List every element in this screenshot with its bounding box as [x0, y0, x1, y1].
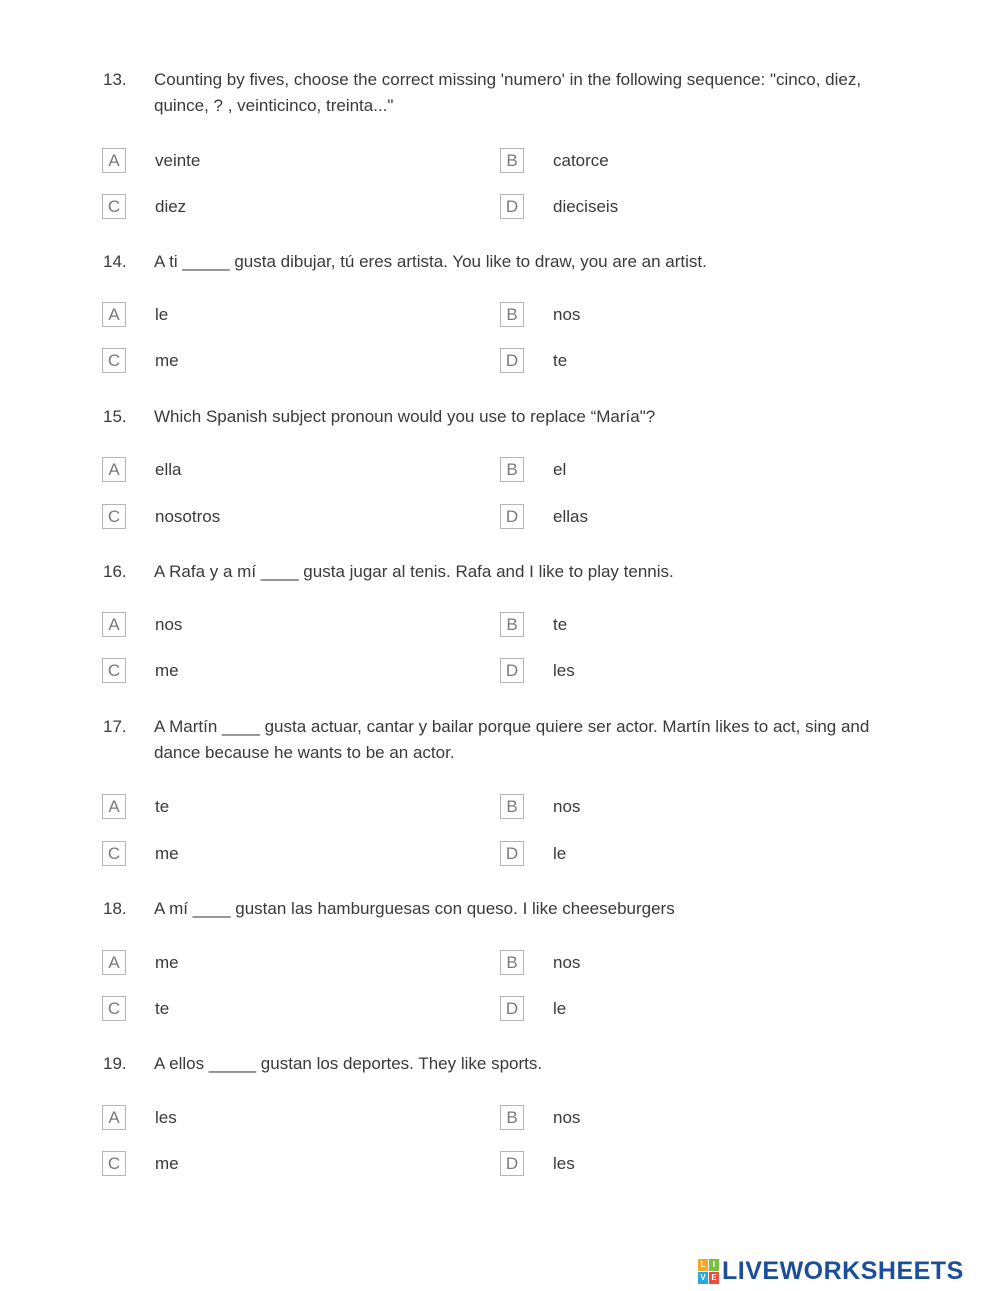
option-a[interactable] [102, 794, 482, 821]
option-letter-box[interactable]: C [102, 996, 126, 1021]
option-letter-box[interactable]: B [500, 1105, 524, 1130]
question-number: 17. [103, 717, 127, 736]
option-text: te [155, 797, 170, 816]
option-a[interactable] [102, 1105, 482, 1132]
option-letter-box[interactable]: D [500, 658, 524, 683]
option-letter-box[interactable]: B [500, 457, 524, 482]
question-number: 13. [103, 70, 127, 89]
liveworksheets-logo [698, 1257, 964, 1285]
option-a[interactable] [102, 302, 482, 329]
logo-mark-letter: I [709, 1259, 719, 1271]
option-letter-box[interactable]: C [102, 504, 126, 529]
option-b[interactable] [500, 1105, 880, 1132]
option-b[interactable] [500, 794, 880, 821]
option-text: nos [553, 953, 581, 972]
option-letter-box[interactable]: D [500, 841, 524, 866]
option-b[interactable] [500, 457, 880, 484]
question-number: 15. [103, 407, 127, 426]
option-text: me [155, 844, 179, 863]
option-text: nos [155, 615, 183, 634]
option-letter-box[interactable]: D [500, 348, 524, 373]
option-c[interactable] [102, 996, 482, 1023]
option-letter-box[interactable]: C [102, 194, 126, 219]
option-text: me [155, 953, 179, 972]
logo-text: LIVEWORKSHEETS [722, 1256, 964, 1285]
question-text: A Martín ____ gusta actuar, cantar y bailar porque quiere ser actor. Martín likes to act, sing and dance because he wants to be an actor. [154, 717, 870, 762]
option-text: te [155, 999, 170, 1018]
option-text: dieciseis [553, 197, 619, 216]
question-text: A Rafa y a mí ____ gusta jugar al tenis. Rafa and I like to play tennis. [154, 562, 674, 581]
option-text: ellas [553, 507, 588, 526]
option-text: nos [553, 1108, 581, 1127]
option-b[interactable] [500, 148, 880, 175]
option-c[interactable] [102, 504, 482, 531]
option-text: te [553, 351, 568, 370]
question-number: 18. [103, 899, 127, 918]
question-text: A mí ____ gustan las hamburguesas con queso. I like cheeseburgers [154, 899, 675, 918]
option-text: el [553, 460, 567, 479]
question-text: A ti _____ gusta dibujar, tú eres artista. You like to draw, you are an artist. [154, 252, 707, 271]
option-letter-box[interactable]: A [102, 302, 126, 327]
option-letter-box[interactable]: D [500, 1151, 524, 1176]
option-text: me [155, 351, 179, 370]
option-b[interactable] [500, 302, 880, 329]
option-text: le [553, 999, 567, 1018]
option-text: me [155, 661, 179, 680]
option-letter-box[interactable]: C [102, 1151, 126, 1176]
option-text: le [155, 305, 169, 324]
option-d[interactable] [500, 504, 880, 531]
option-letter-box[interactable]: B [500, 950, 524, 975]
option-c[interactable] [102, 1151, 482, 1178]
option-text: les [155, 1108, 177, 1127]
option-text: le [553, 844, 567, 863]
option-d[interactable] [500, 194, 880, 221]
option-letter-box[interactable]: D [500, 996, 524, 1021]
option-text: te [553, 615, 568, 634]
logo-mark-letter: L [698, 1259, 708, 1271]
logo-mark-icon [698, 1259, 719, 1284]
option-letter-box[interactable]: B [500, 612, 524, 637]
option-a[interactable] [102, 148, 482, 175]
option-text: ella [155, 460, 182, 479]
option-a[interactable] [102, 950, 482, 977]
option-letter-box[interactable]: A [102, 1105, 126, 1130]
option-d[interactable] [500, 658, 880, 685]
option-text: me [155, 1154, 179, 1173]
option-text: les [553, 1154, 575, 1173]
question-text: Which Spanish subject pronoun would you use to replace “María"? [154, 407, 656, 426]
option-a[interactable] [102, 612, 482, 639]
option-letter-box[interactable]: D [500, 504, 524, 529]
option-letter-box[interactable]: A [102, 794, 126, 819]
option-letter-box[interactable]: A [102, 612, 126, 637]
option-letter-box[interactable]: B [500, 302, 524, 327]
option-letter-box[interactable]: C [102, 348, 126, 373]
option-c[interactable] [102, 348, 482, 375]
option-d[interactable] [500, 348, 880, 375]
question-number: 19. [103, 1054, 127, 1073]
option-d[interactable] [500, 1151, 880, 1178]
option-c[interactable] [102, 194, 482, 221]
option-text: les [553, 661, 575, 680]
question-text: Counting by fives, choose the correct missing 'numero' in the following sequence: "cinco, diez, quince, ? , veinticinco, treinta..." [154, 70, 862, 115]
logo-mark-letter: E [709, 1272, 719, 1284]
logo-mark-letter: V [698, 1272, 708, 1284]
option-b[interactable] [500, 612, 880, 639]
option-letter-box[interactable]: B [500, 148, 524, 173]
option-text: catorce [553, 151, 609, 170]
option-c[interactable] [102, 658, 482, 685]
option-letter-box[interactable]: A [102, 148, 126, 173]
option-letter-box[interactable]: C [102, 658, 126, 683]
option-text: nos [553, 305, 581, 324]
option-letter-box[interactable]: C [102, 841, 126, 866]
option-text: nosotros [155, 507, 221, 526]
option-text: nos [553, 797, 581, 816]
option-letter-box[interactable]: A [102, 457, 126, 482]
question-number: 14. [103, 252, 127, 271]
option-d[interactable] [500, 841, 880, 868]
question-number: 16. [103, 562, 127, 581]
option-a[interactable] [102, 457, 482, 484]
option-letter-box[interactable]: A [102, 950, 126, 975]
option-letter-box[interactable]: B [500, 794, 524, 819]
option-b[interactable] [500, 950, 880, 977]
option-text: diez [155, 197, 187, 216]
option-d[interactable] [500, 996, 880, 1023]
option-text: veinte [155, 151, 201, 170]
option-letter-box[interactable]: D [500, 194, 524, 219]
option-c[interactable] [102, 841, 482, 868]
question-text: A ellos _____ gustan los deportes. They like sports. [154, 1054, 543, 1073]
